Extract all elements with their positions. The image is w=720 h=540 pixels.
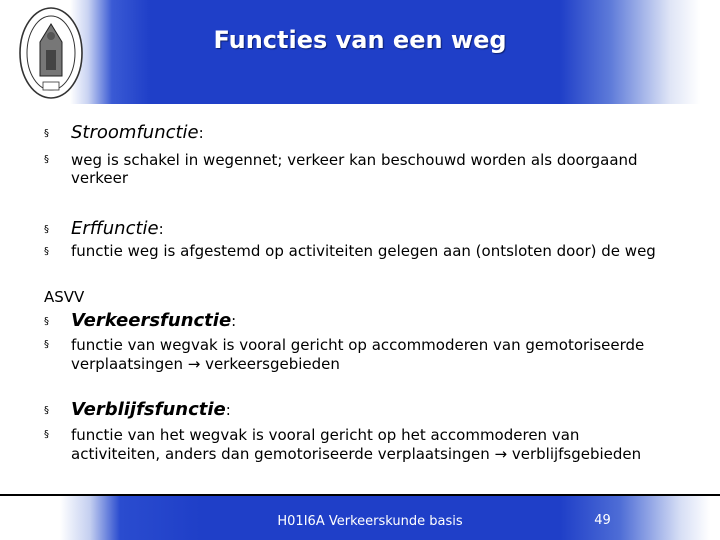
bullet-marker: § — [44, 405, 49, 416]
bullet-marker: § — [44, 154, 49, 165]
bullet-marker: § — [44, 128, 49, 139]
body-text: verplaatsingen → verkeersgebieden — [71, 355, 340, 373]
bullet-marker: § — [44, 339, 49, 350]
body-text: verkeer — [71, 169, 129, 187]
heading-colon: : — [198, 124, 204, 142]
heading-text: Verkeersfunctie — [71, 310, 232, 331]
heading-colon: : — [158, 220, 164, 238]
heading-text: Verblijfsfunctie — [71, 399, 226, 420]
body-text: functie van het wegvak is vooral gericht op het accommoderen van — [71, 426, 580, 444]
page-number: 49 — [594, 513, 611, 528]
heading-text: Stroomfunctie — [71, 122, 199, 143]
heading-colon: : — [225, 401, 231, 419]
body-text: functie van wegvak is vooral gericht op accommoderen van gemotoriseerde — [71, 336, 645, 354]
heading-colon: : — [231, 312, 237, 330]
university-seal-icon — [18, 6, 84, 100]
heading-text: Erffunctie — [71, 218, 159, 239]
heading-verblijfsfunctie — [71, 401, 231, 419]
slide-title: Functies van een weg — [213, 26, 507, 54]
heading-erffunctie — [71, 220, 164, 238]
bullet-marker: § — [44, 246, 49, 257]
body-text: functie weg is afgestemd op activiteiten gelegen aan (ontsloten door) de weg — [71, 242, 656, 260]
footer-course-label: H01I6A Verkeerskunde basis — [277, 514, 463, 529]
bullet-marker: § — [44, 429, 49, 440]
bullet-marker: § — [44, 316, 49, 327]
bullet-marker: § — [44, 224, 49, 235]
heading-stroomfunctie — [71, 124, 204, 142]
body-text: weg is schakel in wegennet; verkeer kan beschouwd worden als doorgaand — [71, 151, 638, 169]
body-text: activiteiten, anders dan gemotoriseerde verplaatsingen → verblijfsgebieden — [71, 445, 642, 463]
heading-verkeersfunctie — [71, 312, 236, 330]
asvv-label: ASVV — [44, 288, 85, 306]
